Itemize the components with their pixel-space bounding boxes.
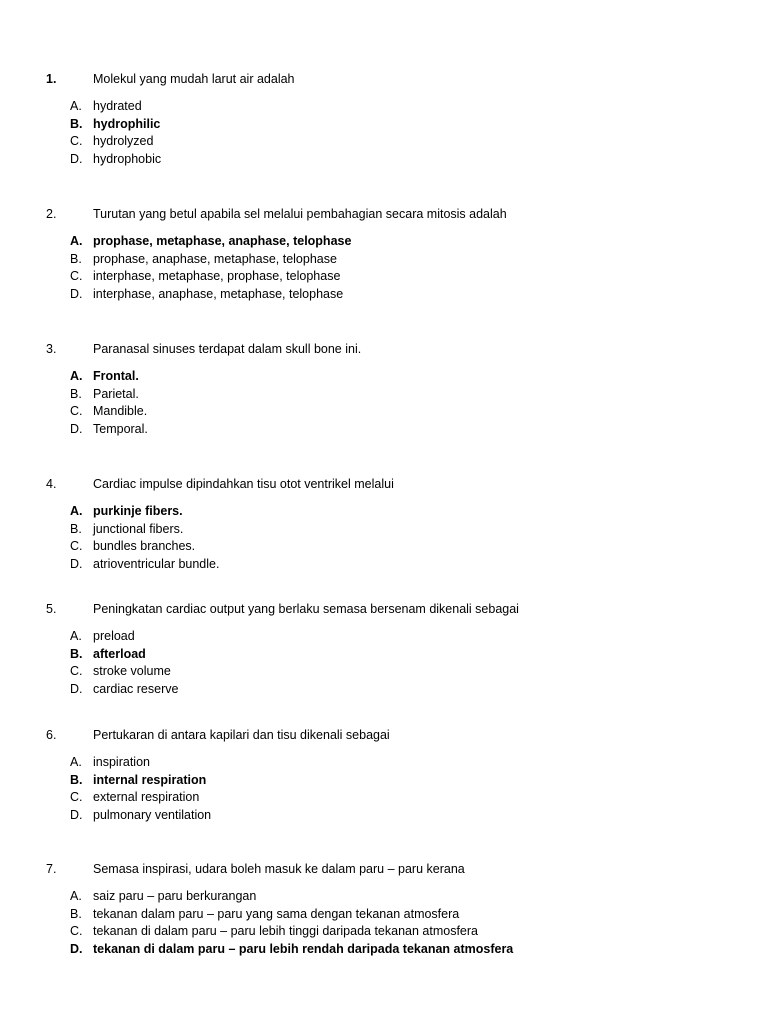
option-text: interphase, anaphase, metaphase, telophase xyxy=(93,286,344,301)
option-text: prophase, anaphase, metaphase, telophase xyxy=(93,251,337,266)
question-stem xyxy=(0,340,768,358)
option-list xyxy=(0,233,768,303)
question-text: Peningkatan cardiac output yang berlaku semasa bersenam dikenali sebagai xyxy=(93,602,519,616)
option-text: hydrophilic xyxy=(93,116,161,131)
question-6 xyxy=(0,726,768,824)
option-letter: D. xyxy=(70,151,83,166)
option-a xyxy=(0,233,768,251)
option-letter: C. xyxy=(70,664,83,679)
option-text: purkinje fibers. xyxy=(93,504,183,518)
option-text: tekanan di dalam paru – paru lebih tinggi daripada tekanan atmosfera xyxy=(93,924,478,939)
question-stem xyxy=(0,205,768,223)
option-text: pulmonary ventilation xyxy=(93,807,212,822)
option-a xyxy=(0,754,768,772)
option-letter: B. xyxy=(70,646,83,661)
option-text: atrioventricular bundle. xyxy=(93,556,220,571)
option-text: afterload xyxy=(93,646,146,661)
question-text: Paranasal sinuses terdapat dalam skull bone ini. xyxy=(93,342,362,356)
question-stem xyxy=(0,860,768,878)
option-text: Parietal. xyxy=(93,386,139,401)
option-text: hydrophobic xyxy=(93,151,162,166)
question-2 xyxy=(0,205,768,303)
option-letter: D. xyxy=(70,807,83,822)
option-letter: C. xyxy=(70,269,83,284)
option-letter: D. xyxy=(70,421,83,436)
option-text: stroke volume xyxy=(93,664,171,679)
option-a xyxy=(0,888,768,906)
option-text: interphase, metaphase, prophase, telophase xyxy=(93,269,341,284)
question-number: 6. xyxy=(46,728,57,742)
option-b xyxy=(0,772,768,790)
option-a xyxy=(0,503,768,521)
option-c xyxy=(0,789,768,807)
option-letter: C. xyxy=(70,924,83,939)
option-letter: C. xyxy=(70,790,83,805)
option-b xyxy=(0,251,768,269)
option-text: saiz paru – paru berkurangan xyxy=(93,889,257,903)
option-letter: A. xyxy=(70,504,83,518)
option-letter: D. xyxy=(70,681,83,696)
option-text: hydrolyzed xyxy=(93,134,154,149)
option-d xyxy=(0,556,768,574)
option-letter: A. xyxy=(70,99,82,113)
option-letter: B. xyxy=(70,386,82,401)
option-text: hydrated xyxy=(93,99,142,113)
option-list xyxy=(0,503,768,573)
option-d xyxy=(0,941,768,959)
option-text: Frontal. xyxy=(93,369,139,383)
question-stem xyxy=(0,70,768,88)
option-a xyxy=(0,368,768,386)
option-letter: C. xyxy=(70,539,83,554)
option-letter: A. xyxy=(70,629,82,643)
question-4 xyxy=(0,475,768,573)
option-list xyxy=(0,628,768,698)
question-text: Pertukaran di antara kapilari dan tisu dikenali sebagai xyxy=(93,728,390,742)
question-number: 5. xyxy=(46,602,57,616)
option-letter: D. xyxy=(70,556,83,571)
question-text: Cardiac impulse dipindahkan tisu otot ventrikel melalui xyxy=(93,477,394,491)
option-letter: A. xyxy=(70,234,83,248)
option-a xyxy=(0,98,768,116)
option-text: junctional fibers. xyxy=(93,521,184,536)
option-list xyxy=(0,754,768,824)
option-text: tekanan dalam paru – paru yang sama dengan tekanan atmosfera xyxy=(93,906,460,921)
option-text: bundles branches. xyxy=(93,539,196,554)
option-text: tekanan di dalam paru – paru lebih rendah daripada tekanan atmosfera xyxy=(93,941,514,956)
option-c xyxy=(0,403,768,421)
option-text: prophase, metaphase, anaphase, telophase xyxy=(93,234,352,248)
question-text: Turutan yang betul apabila sel melalui pembahagian secara mitosis adalah xyxy=(93,207,507,221)
option-text: preload xyxy=(93,629,135,643)
option-letter: B. xyxy=(70,772,83,787)
option-letter: A. xyxy=(70,755,82,769)
question-3 xyxy=(0,340,768,438)
option-letter: A. xyxy=(70,369,83,383)
option-list xyxy=(0,98,768,168)
question-number: 7. xyxy=(46,862,57,876)
question-stem xyxy=(0,726,768,744)
option-d xyxy=(0,286,768,304)
option-d xyxy=(0,807,768,825)
option-b xyxy=(0,521,768,539)
option-d xyxy=(0,681,768,699)
option-text: Temporal. xyxy=(93,421,148,436)
option-letter: C. xyxy=(70,134,83,149)
option-d xyxy=(0,151,768,169)
option-d xyxy=(0,421,768,439)
option-c xyxy=(0,538,768,556)
option-list xyxy=(0,368,768,438)
question-stem xyxy=(0,600,768,618)
question-text: Molekul yang mudah larut air adalah xyxy=(93,72,295,86)
option-c xyxy=(0,133,768,151)
option-letter: C. xyxy=(70,404,83,419)
option-letter: B. xyxy=(70,116,83,131)
option-letter: B. xyxy=(70,521,82,536)
question-number: 4. xyxy=(46,477,57,491)
option-c xyxy=(0,923,768,941)
question-stem xyxy=(0,475,768,493)
question-number: 2. xyxy=(46,207,57,221)
option-list xyxy=(0,888,768,958)
question-text: Semasa inspirasi, udara boleh masuk ke dalam paru – paru kerana xyxy=(93,862,465,876)
option-letter: B. xyxy=(70,251,82,266)
option-text: internal respiration xyxy=(93,772,207,787)
option-b xyxy=(0,906,768,924)
option-text: external respiration xyxy=(93,790,200,805)
question-5 xyxy=(0,600,768,698)
question-7 xyxy=(0,860,768,958)
option-b xyxy=(0,116,768,134)
option-b xyxy=(0,386,768,404)
option-c xyxy=(0,268,768,286)
option-text: inspiration xyxy=(93,755,150,769)
option-letter: D. xyxy=(70,286,83,301)
question-number: 1. xyxy=(46,72,57,86)
option-b xyxy=(0,646,768,664)
option-text: cardiac reserve xyxy=(93,681,179,696)
option-letter: D. xyxy=(70,941,83,956)
question-number: 3. xyxy=(46,342,57,356)
option-letter: B. xyxy=(70,906,82,921)
option-text: Mandible. xyxy=(93,404,148,419)
option-c xyxy=(0,663,768,681)
option-a xyxy=(0,628,768,646)
question-1 xyxy=(0,70,768,168)
option-letter: A. xyxy=(70,889,82,903)
